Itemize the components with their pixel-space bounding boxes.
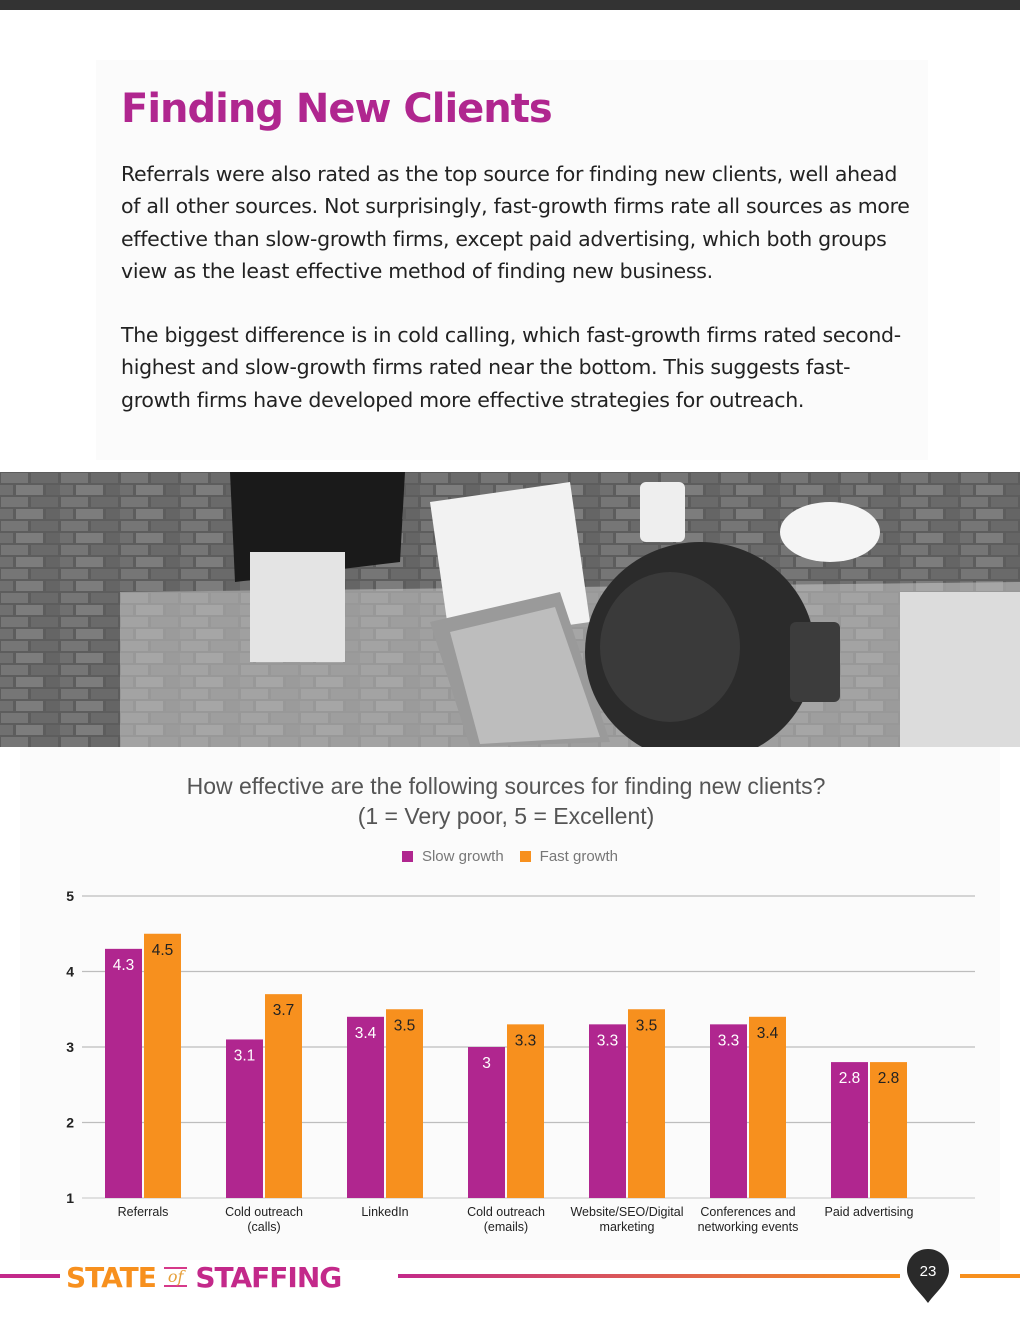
x-tick-label: Cold outreach — [225, 1205, 303, 1219]
x-tick-label: Conferences and — [700, 1205, 796, 1219]
x-tick-label: Paid advertising — [824, 1205, 914, 1219]
data-label-slow-growth: 3.3 — [717, 1032, 740, 1050]
data-label-fast-growth: 3.7 — [272, 1002, 295, 1020]
x-tick-label: networking events — [697, 1220, 799, 1234]
brand-logo — [66, 1260, 341, 1294]
bar-fast-growth — [386, 1009, 423, 1198]
data-label-slow-growth: 3.4 — [354, 1024, 377, 1042]
page-title: Finding New Clients — [121, 86, 552, 132]
bar-chart — [0, 870, 1000, 1240]
office-photo — [0, 472, 1020, 747]
footer-rule-right — [960, 1274, 1020, 1278]
bar-fast-growth — [628, 1009, 665, 1198]
chart-legend — [0, 848, 1020, 865]
data-label-slow-growth: 3.3 — [596, 1032, 619, 1050]
brand-state: STATE — [66, 1260, 156, 1294]
bar-slow-growth — [589, 1024, 626, 1198]
top-bar — [0, 0, 1020, 10]
data-label-fast-growth: 3.4 — [756, 1024, 779, 1042]
brand-of: of — [164, 1267, 188, 1287]
brand-staffing: STAFFING — [195, 1260, 342, 1294]
legend-item-slow-growth — [402, 848, 504, 865]
data-label-slow-growth: 3.1 — [233, 1047, 256, 1065]
x-tick-label: Website/SEO/Digital — [570, 1205, 684, 1219]
bar-fast-growth — [144, 934, 181, 1198]
data-label-fast-growth: 2.8 — [877, 1070, 900, 1088]
data-label-fast-growth: 4.5 — [151, 941, 174, 959]
bar-fast-growth — [507, 1024, 544, 1198]
body-paragraph-2: The biggest difference is in cold calling, which fast-growth firms rated second- highest and slow-growth firms rated near the bottom. This suggests fast-growth firms have developed more effective strategies for outreach. — [121, 323, 901, 412]
body-paragraph-1: Referrals were also rated as the top source for finding new clients, well ahead of all other sources. Not surprisingly, fast-growth firms rate all sources as more effective than slow-growth firms, except paid advertising, which both groups view as the least effective method of finding new business. — [121, 162, 910, 283]
data-label-slow-growth: 4.3 — [112, 956, 135, 974]
bar-fast-growth — [265, 994, 302, 1198]
data-label-fast-growth: 3.5 — [635, 1017, 658, 1035]
page-number: 23 — [919, 1263, 937, 1280]
bar-slow-growth — [347, 1017, 384, 1198]
data-label-slow-growth: 2.8 — [838, 1070, 861, 1088]
bar-slow-growth — [105, 949, 142, 1198]
x-tick-label: marketing — [599, 1220, 655, 1234]
x-tick-label: (emails) — [483, 1220, 529, 1234]
legend-swatch-fast-growth — [520, 851, 531, 862]
data-label-fast-growth: 3.3 — [514, 1032, 537, 1050]
chart-subtitle: (1 = Very poor, 5 = Excellent) — [357, 803, 655, 829]
x-tick-label: LinkedIn — [361, 1205, 409, 1219]
y-tick-label: 3 — [66, 1039, 74, 1055]
legend-label-slow-growth: Slow growth — [421, 848, 504, 865]
legend-label-fast-growth: Fast growth — [539, 848, 619, 865]
y-tick-label: 4 — [66, 963, 74, 980]
data-label-fast-growth: 3.5 — [393, 1017, 416, 1035]
x-tick-label: (calls) — [247, 1220, 281, 1234]
y-tick-label: 1 — [66, 1190, 74, 1206]
x-tick-label: Referrals — [117, 1205, 169, 1219]
y-tick-label: 5 — [66, 888, 74, 904]
x-tick-label: Cold outreach — [467, 1205, 545, 1219]
data-label-slow-growth: 3 — [482, 1055, 491, 1072]
chart-title: How effective are the following sources for finding new clients? — [186, 773, 826, 799]
footer-rule-left — [0, 1274, 60, 1278]
legend-swatch-slow-growth — [402, 851, 413, 862]
bar-fast-growth — [749, 1017, 786, 1198]
footer-rule-middle — [398, 1274, 900, 1278]
y-tick-label: 2 — [66, 1114, 74, 1131]
bar-slow-growth — [710, 1024, 747, 1198]
legend-item-fast-growth — [520, 848, 618, 865]
